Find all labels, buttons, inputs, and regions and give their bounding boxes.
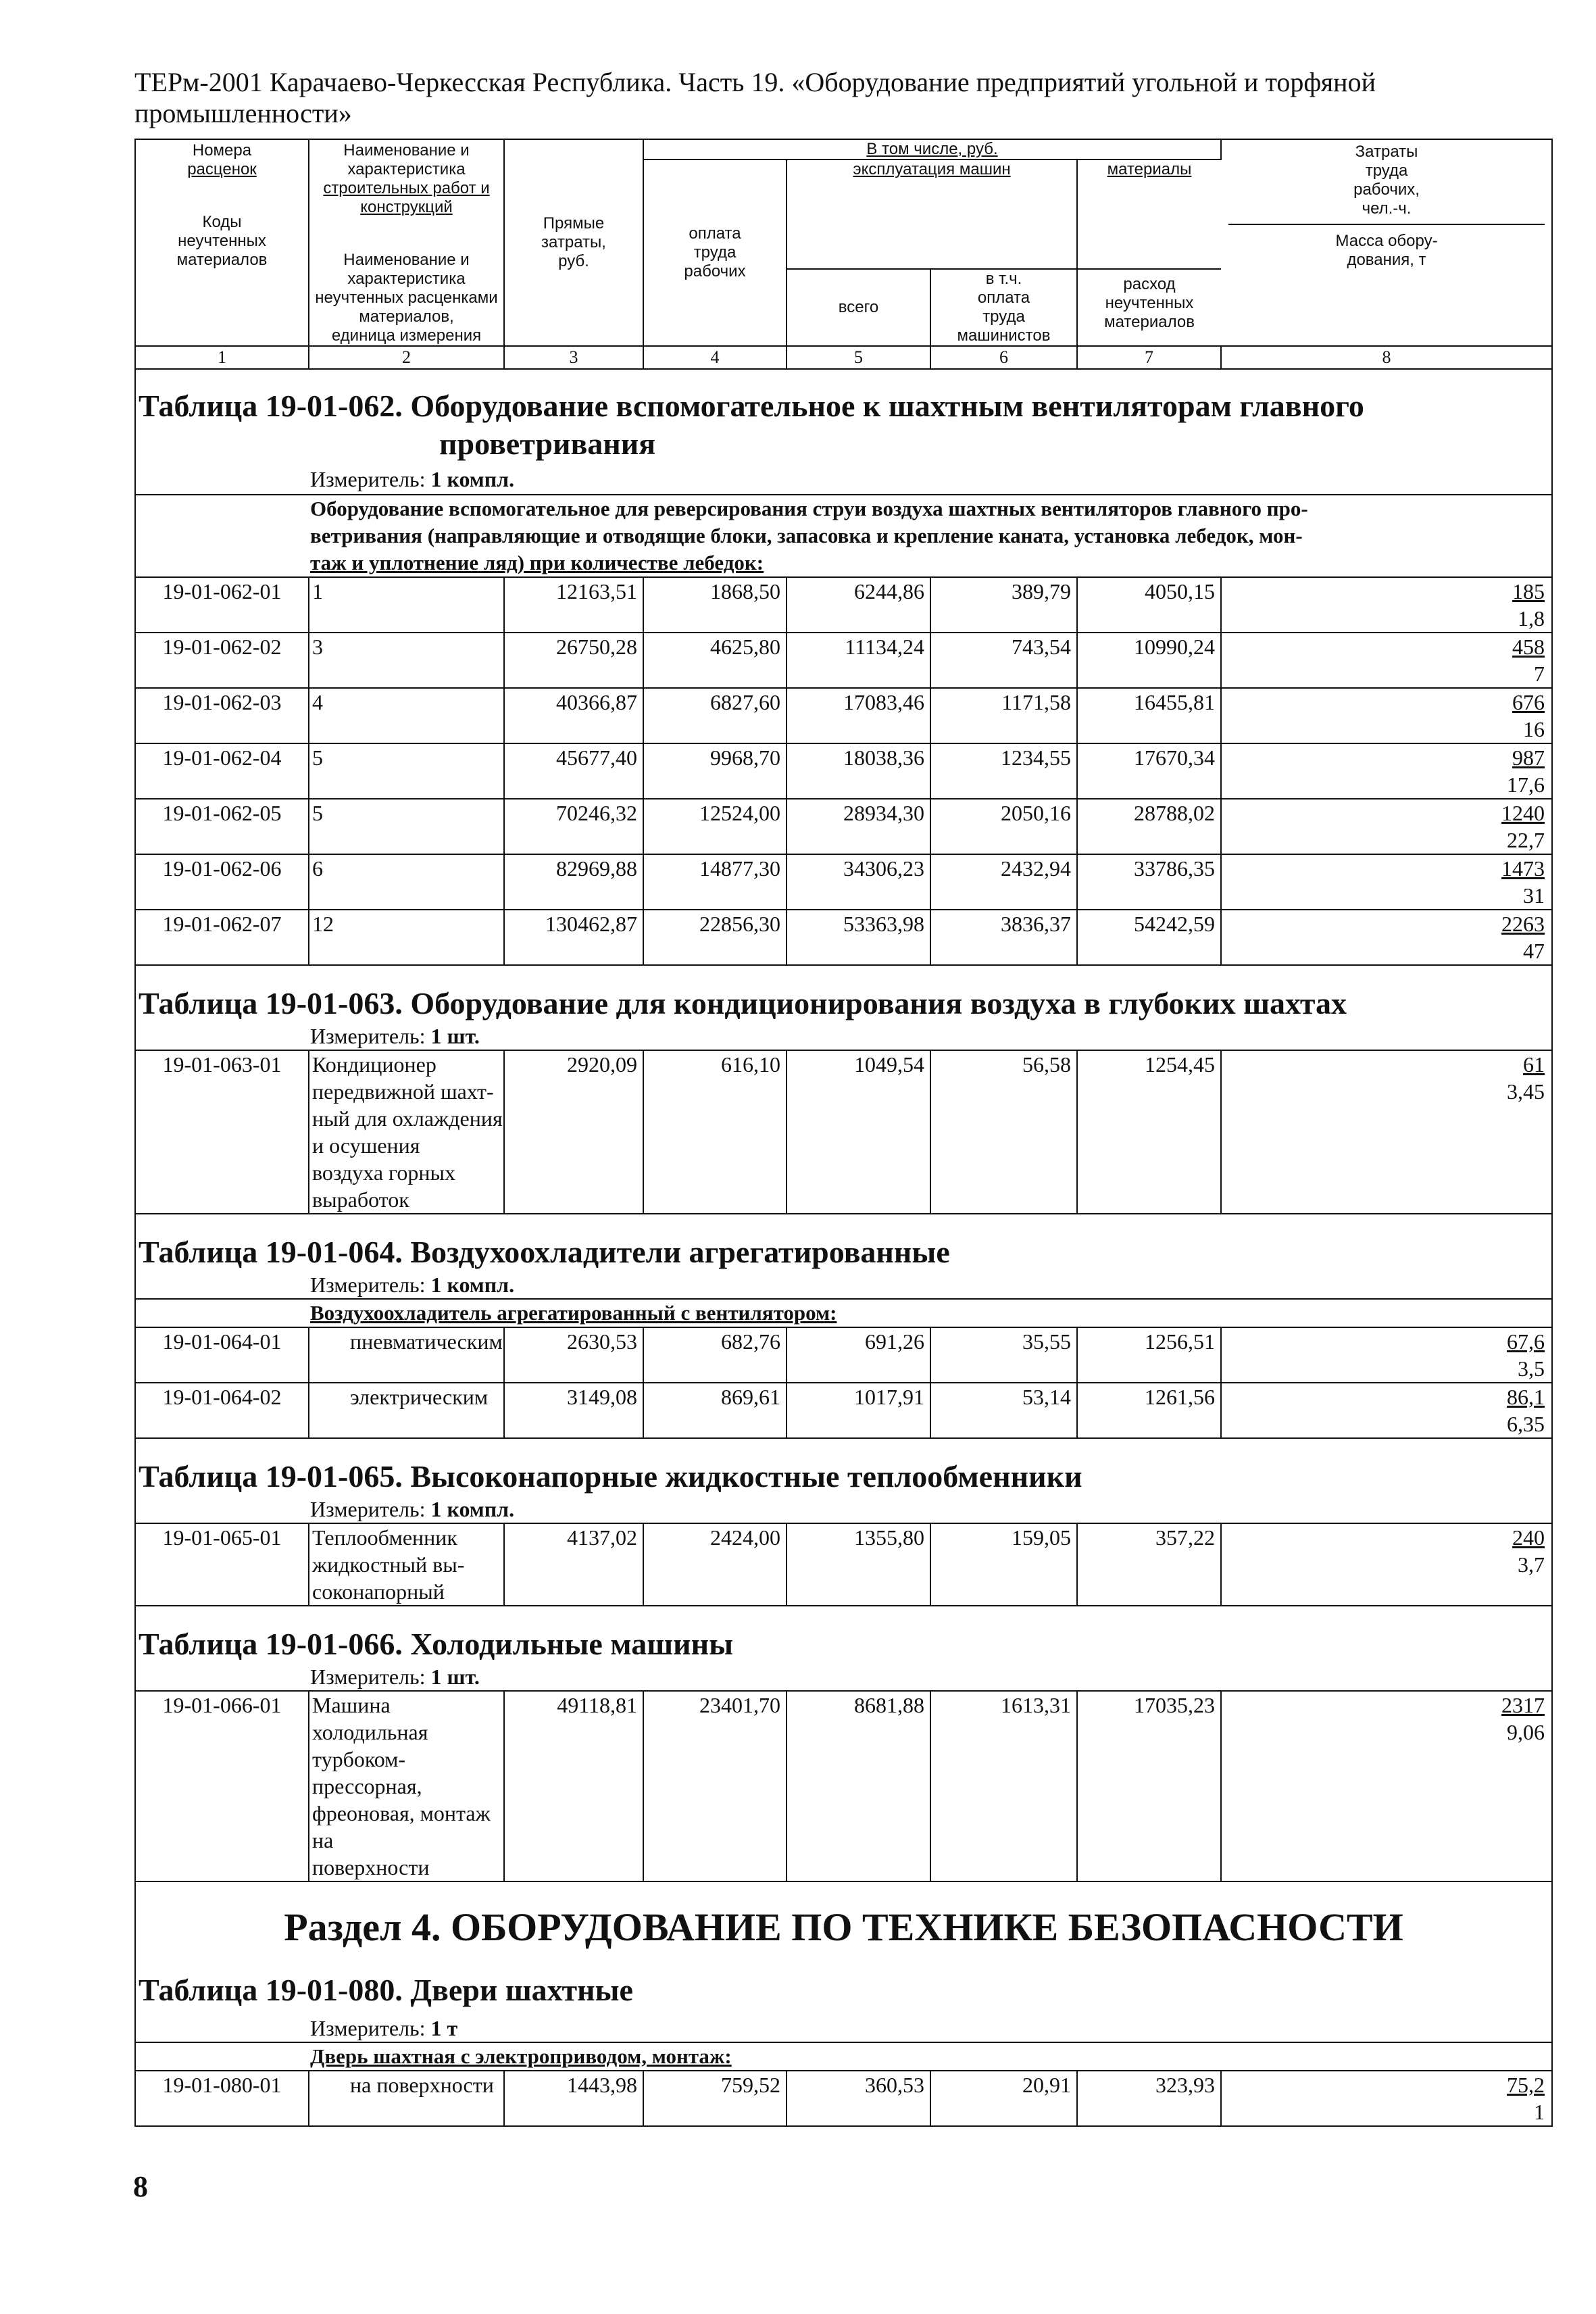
- materials-use: 17670,34: [1077, 743, 1221, 799]
- labor-and-mass: [1221, 743, 1551, 799]
- direct-costs: 2630,53: [504, 1327, 643, 1383]
- meter-value: 1 компл.: [430, 467, 515, 491]
- equipment-mass: 9,06: [1507, 1720, 1545, 1744]
- table-080-group-row: [136, 2042, 1551, 2071]
- rate-name-line-3: поверхности: [312, 1855, 430, 1879]
- table-066-title: Таблица 19-01-066. Холодильные машины: [139, 1627, 734, 1661]
- page-title: [134, 66, 1486, 130]
- labor-hours: 240: [1512, 1525, 1545, 1550]
- materials-use: 4050,15: [1077, 577, 1221, 633]
- machines-total: 17083,46: [787, 688, 930, 743]
- meter-value: 1 компл.: [430, 1273, 515, 1297]
- table-063-meter: [136, 1023, 1551, 1050]
- machinist-pay: 2050,16: [930, 799, 1077, 854]
- meter-label: Измеритель:: [310, 1273, 426, 1297]
- meter-value: 1 компл.: [430, 1497, 515, 1521]
- header-codes-3: материалов: [176, 251, 268, 269]
- worker-pay: 14877,30: [643, 854, 787, 910]
- table-row: [136, 1050, 1551, 1214]
- table-062-title-line-2: проветривания: [439, 426, 656, 461]
- machinist-pay: 743,54: [930, 633, 1077, 688]
- rate-code: 19-01-062-02: [136, 633, 309, 688]
- materials-use: 10990,24: [1077, 633, 1221, 688]
- materials-use: 323,93: [1077, 2071, 1221, 2125]
- table-065-meter: [136, 1496, 1551, 1523]
- rate-name-line-2: ный для охлаждения и осушения: [312, 1106, 503, 1158]
- rate-code: 19-01-064-02: [136, 1383, 309, 1438]
- header-materials-name-3: единица измерения: [331, 326, 482, 345]
- column-number-8: 8: [1221, 346, 1551, 369]
- machinist-pay: 35,55: [930, 1327, 1077, 1383]
- header-labor-costs-4: чел.-ч.: [1362, 199, 1412, 218]
- rates-table: [134, 139, 1553, 2127]
- machinist-pay: 1171,58: [930, 688, 1077, 743]
- direct-costs: 45677,40: [504, 743, 643, 799]
- direct-costs: 70246,32: [504, 799, 643, 854]
- machinist-pay: 20,91: [930, 2071, 1077, 2125]
- table-062-title: [136, 385, 1551, 463]
- page-title-line-2: промышленности»: [134, 98, 352, 128]
- direct-costs: 2920,09: [504, 1050, 643, 1214]
- table-row: [136, 577, 1551, 633]
- machinist-pay: 2432,94: [930, 854, 1077, 910]
- header-materials-use-2: неучтенных: [1105, 294, 1194, 312]
- machines-total: 1017,91: [787, 1383, 930, 1438]
- materials-use: 28788,02: [1077, 799, 1221, 854]
- worker-pay: 23401,70: [643, 1691, 787, 1881]
- column-number-7: 7: [1077, 346, 1221, 369]
- table-header: [136, 140, 1551, 159]
- direct-costs: 49118,81: [504, 1691, 643, 1881]
- table-080-group: [136, 2042, 1551, 2071]
- column-numbers: [136, 346, 1551, 369]
- table-062-rows: [136, 577, 1551, 965]
- spacer: [136, 369, 1551, 385]
- labor-and-mass: [1221, 1383, 1551, 1438]
- labor-hours: 2317: [1501, 1693, 1545, 1717]
- column-number-5: 5: [787, 346, 930, 369]
- rate-name: 12: [309, 910, 504, 965]
- meter-value: 1 шт.: [430, 1665, 480, 1689]
- table-062-group-row: [136, 495, 1551, 577]
- table-066-meter: [136, 1663, 1551, 1691]
- labor-hours: 458: [1512, 635, 1545, 659]
- worker-pay: 4625,80: [643, 633, 787, 688]
- labor-hours: 75,2: [1507, 2073, 1545, 2097]
- header-worker-pay: оплата: [689, 224, 741, 243]
- equipment-mass: 3,45: [1507, 1079, 1545, 1104]
- header-worker-pay-2: труда: [693, 243, 737, 262]
- header-including: В том числе, руб.: [643, 140, 1221, 159]
- header-equipment-mass: Масса обору-: [1335, 232, 1438, 250]
- rate-code: 19-01-065-01: [136, 1523, 309, 1606]
- equipment-mass: 3,5: [1518, 1356, 1545, 1381]
- rate-name: [309, 1050, 504, 1214]
- header-machines: эксплуатация машин: [787, 159, 1077, 269]
- table-062-title-line-1: Таблица 19-01-062. Оборудование вспомогательное к шахтным вентиляторам главного: [139, 389, 1364, 423]
- machines-total: 691,26: [787, 1327, 930, 1383]
- rate-name-line-1: Машина холодильная турбоком-: [312, 1693, 428, 1771]
- meter-label: Измеритель:: [310, 467, 426, 491]
- header-materials: материалы: [1077, 159, 1221, 269]
- rate-name: [309, 1523, 504, 1606]
- materials-use: 54242,59: [1077, 910, 1221, 965]
- section-4-row: [136, 1881, 1551, 1969]
- table-row: [136, 910, 1551, 965]
- header-labor-costs: Затраты: [1355, 143, 1418, 161]
- header-worker-pay-3: рабочих: [684, 262, 746, 280]
- header-equipment-mass-2: дования, т: [1347, 251, 1426, 269]
- worker-pay: 682,76: [643, 1327, 787, 1383]
- labor-and-mass: [1221, 2071, 1551, 2125]
- equipment-mass: 16: [1523, 717, 1545, 741]
- labor-and-mass: [1221, 799, 1551, 854]
- machines-total: 8681,88: [787, 1691, 930, 1881]
- rate-code: 19-01-080-01: [136, 2071, 309, 2125]
- header-codes-2: неучтенных: [178, 232, 266, 250]
- rates-grid: [136, 140, 1551, 2125]
- table-row: [136, 688, 1551, 743]
- column-number-2: 2: [309, 346, 504, 369]
- worker-pay: 1868,50: [643, 577, 787, 633]
- worker-pay: 12524,00: [643, 799, 787, 854]
- group-line-1: Воздухоохладитель агрегатированный с вентилятором:: [310, 1301, 837, 1325]
- machines-total: 53363,98: [787, 910, 930, 965]
- meter-value: 1 шт.: [430, 1024, 480, 1048]
- labor-and-mass: [1221, 1050, 1551, 1214]
- header-labor-costs-3: рабочих,: [1353, 180, 1420, 199]
- header-labor-costs-2: труда: [1365, 162, 1408, 180]
- materials-use: 357,22: [1077, 1523, 1221, 1606]
- equipment-mass: 1: [1534, 2100, 1545, 2124]
- spacer: [136, 1606, 1551, 1623]
- table-064-group-row: [136, 1299, 1551, 1327]
- header-materials-name-2: неучтенных расценками материалов,: [315, 289, 498, 326]
- materials-use: 1261,56: [1077, 1383, 1221, 1438]
- direct-costs: 82969,88: [504, 854, 643, 910]
- group-line-3: таж и уплотнение ляд) при количестве лебедок:: [310, 551, 764, 574]
- rate-name-line-2: прессорная, фреоновая, монтаж на: [312, 1774, 491, 1852]
- labor-and-mass: [1221, 854, 1551, 910]
- header-machinist-pay-3: труда: [982, 307, 1025, 326]
- direct-costs: 40366,87: [504, 688, 643, 743]
- spacer: [136, 965, 1551, 982]
- labor-hours: 61: [1523, 1052, 1545, 1077]
- table-row: [136, 1327, 1551, 1383]
- labor-and-mass: [1221, 910, 1551, 965]
- column-number-6: 6: [930, 346, 1077, 369]
- meter-value: 1 т: [430, 2016, 458, 2040]
- labor-hours: 2263: [1501, 912, 1545, 936]
- header-direct-costs: Прямые: [543, 214, 605, 232]
- rate-name: 5: [309, 799, 504, 854]
- machinist-pay: 56,58: [930, 1050, 1077, 1214]
- rate-name-line-1: Теплообменник жидкостный вы-: [312, 1525, 465, 1577]
- rate-code: 19-01-062-06: [136, 854, 309, 910]
- materials-use: 16455,81: [1077, 688, 1221, 743]
- worker-pay: 22856,30: [643, 910, 787, 965]
- header-rate-number: Номера: [192, 141, 252, 159]
- labor-and-mass: [1221, 577, 1551, 633]
- table-row: [136, 1523, 1551, 1606]
- rate-name: 1: [309, 577, 504, 633]
- header-machinist-pay: в т.ч.: [985, 270, 1022, 288]
- table-065-title-row: [136, 1455, 1551, 1496]
- table-080-meter: [136, 2009, 1551, 2042]
- rate-code: 19-01-062-07: [136, 910, 309, 965]
- worker-pay: 6827,60: [643, 688, 787, 743]
- header-materials-use-3: материалов: [1104, 313, 1195, 331]
- materials-use: 17035,23: [1077, 1691, 1221, 1881]
- column-number-4: 4: [643, 346, 787, 369]
- rate-name-line-2: соконапорный: [312, 1579, 445, 1604]
- labor-hours: 1240: [1501, 801, 1545, 825]
- direct-costs: 130462,87: [504, 910, 643, 965]
- rate-name-line-3: воздуха горных выработок: [312, 1160, 455, 1212]
- group-line-1: Оборудование вспомогательное для реверсирования струи воздуха шахтных вентиляторов главного про-: [310, 497, 1308, 520]
- spacer: [136, 1438, 1551, 1455]
- table-065-title: Таблица 19-01-065. Высоконапорные жидкостные теплообменники: [139, 1459, 1082, 1494]
- direct-costs: 3149,08: [504, 1383, 643, 1438]
- direct-costs: 1443,98: [504, 2071, 643, 2125]
- machinist-pay: 1613,31: [930, 1691, 1077, 1881]
- worker-pay: 759,52: [643, 2071, 787, 2125]
- machines-total: 6244,86: [787, 577, 930, 633]
- machines-total: 18038,36: [787, 743, 930, 799]
- equipment-mass: 6,35: [1507, 1412, 1545, 1436]
- rate-code: 19-01-062-03: [136, 688, 309, 743]
- table-row: [136, 854, 1551, 910]
- labor-hours: 86,1: [1507, 1385, 1545, 1409]
- rate-code: 19-01-066-01: [136, 1691, 309, 1881]
- machines-total: 1355,80: [787, 1523, 930, 1606]
- table-063-title: Таблица 19-01-063. Оборудование для кондиционирования воздуха в глубоких шахтах: [139, 986, 1347, 1020]
- direct-costs: 12163,51: [504, 577, 643, 633]
- rate-name: электрическим: [309, 1383, 504, 1438]
- equipment-mass: 47: [1523, 939, 1545, 963]
- header-machines-total: всего: [787, 269, 930, 346]
- table-064-rows: [136, 1327, 1551, 1438]
- table-065-meter-row: [136, 1496, 1551, 1523]
- table-row: [136, 633, 1551, 688]
- equipment-mass: 3,7: [1518, 1552, 1545, 1577]
- table-066-meter-row: [136, 1663, 1551, 1691]
- equipment-mass: 31: [1523, 883, 1545, 908]
- header-codes: Коды: [202, 213, 242, 231]
- meter-label: Измеритель:: [310, 2016, 426, 2040]
- materials-use: 1256,51: [1077, 1327, 1221, 1383]
- labor-hours: 676: [1512, 690, 1545, 714]
- machines-total: 28934,30: [787, 799, 930, 854]
- table-064-title: Таблица 19-01-064. Воздухоохладители агрегатированные: [139, 1235, 950, 1269]
- table-063-title-row: [136, 982, 1551, 1023]
- equipment-mass: 1,8: [1518, 606, 1545, 631]
- header-machinist-pay-2: оплата: [977, 289, 1030, 307]
- labor-hours: 1473: [1501, 856, 1545, 881]
- rate-name: пневматическим: [309, 1327, 504, 1383]
- table-064-meter: [136, 1271, 1551, 1299]
- table-row: [136, 1691, 1551, 1881]
- machines-total: 360,53: [787, 2071, 930, 2125]
- rate-name: 6: [309, 854, 504, 910]
- labor-and-mass: [1221, 633, 1551, 688]
- table-row: [136, 799, 1551, 854]
- header-direct-costs-3: руб.: [558, 252, 589, 270]
- worker-pay: 869,61: [643, 1383, 787, 1438]
- labor-and-mass: [1221, 1327, 1551, 1383]
- machinist-pay: 389,79: [930, 577, 1077, 633]
- rate-name: [309, 1691, 504, 1881]
- page-number: 8: [133, 2170, 148, 2203]
- machinist-pay: 1234,55: [930, 743, 1077, 799]
- materials-use: 1254,45: [1077, 1050, 1221, 1214]
- table-row: [136, 2071, 1551, 2125]
- machinist-pay: 53,14: [930, 1383, 1077, 1438]
- group-line-1: Дверь шахтная с электроприводом, монтаж:: [310, 2044, 732, 2068]
- labor-and-mass: [1221, 688, 1551, 743]
- header-materials-name: Наименование и характеристика: [343, 251, 470, 288]
- machines-total: 34306,23: [787, 854, 930, 910]
- worker-pay: 616,10: [643, 1050, 787, 1214]
- labor-hours: 987: [1512, 745, 1545, 770]
- table-row: [136, 1383, 1551, 1438]
- page-title-line-1: ТЕРм-2001 Карачаево-Черкесская Республика. Часть 19. «Оборудование предприятий угольной и торфяной: [134, 67, 1376, 97]
- rate-name-line-1: Кондиционер передвижной шахт-: [312, 1052, 494, 1104]
- machinist-pay: 159,05: [930, 1523, 1077, 1606]
- table-062-meter: [136, 463, 1551, 495]
- worker-pay: 9968,70: [643, 743, 787, 799]
- rate-name: 3: [309, 633, 504, 688]
- labor-and-mass: [1221, 1691, 1551, 1881]
- table-080-title: Таблица 19-01-080. Двери шахтные: [139, 1973, 633, 2007]
- header-name-2: строительных работ и конструкций: [323, 179, 490, 216]
- materials-use: 33786,35: [1077, 854, 1221, 910]
- rate-name: 5: [309, 743, 504, 799]
- equipment-mass: 17,6: [1507, 772, 1545, 797]
- rate-name: 4: [309, 688, 504, 743]
- direct-costs: 4137,02: [504, 1523, 643, 1606]
- rate-code: 19-01-062-05: [136, 799, 309, 854]
- machines-total: 11134,24: [787, 633, 930, 688]
- header-materials-use: расход: [1123, 275, 1176, 293]
- machinist-pay: 3836,37: [930, 910, 1077, 965]
- meter-label: Измеритель:: [310, 1497, 426, 1521]
- header-machinist-pay-4: машинистов: [957, 326, 1051, 345]
- group-line-2: ветривания (направляющие и отводящие блоки, запасовка и крепление каната, установка лебедок, мон-: [310, 524, 1303, 547]
- table-080-meter-row: [136, 2009, 1551, 2042]
- worker-pay: 2424,00: [643, 1523, 787, 1606]
- rate-code: 19-01-063-01: [136, 1050, 309, 1214]
- table-064-group: [136, 1299, 1551, 1327]
- header-rate-number-2: расценок: [187, 160, 257, 178]
- equipment-mass: 7: [1534, 662, 1545, 686]
- table-063-meter-row: [136, 1023, 1551, 1050]
- rate-name: на поверхности: [309, 2071, 504, 2125]
- meter-label: Измеритель:: [310, 1665, 426, 1689]
- table-062-meter-row: [136, 463, 1551, 495]
- table-062-group: [136, 495, 1551, 577]
- table-064-title-row: [136, 1231, 1551, 1271]
- rate-code: 19-01-064-01: [136, 1327, 309, 1383]
- spacer: [136, 1214, 1551, 1231]
- labor-and-mass: [1221, 1523, 1551, 1606]
- section-4-title: Раздел 4. ОБОРУДОВАНИЕ ПО ТЕХНИКЕ БЕЗОПАСНОСТИ: [136, 1881, 1551, 1969]
- labor-hours: 67,6: [1507, 1329, 1545, 1354]
- table-064-meter-row: [136, 1271, 1551, 1299]
- header-name: Наименование и характеристика: [343, 141, 470, 178]
- table-080-title-row: [136, 1969, 1551, 2009]
- table-row: [136, 743, 1551, 799]
- rate-code: 19-01-062-01: [136, 577, 309, 633]
- meter-label: Измеритель:: [310, 1024, 426, 1048]
- equipment-mass: 22,7: [1507, 828, 1545, 852]
- rate-code: 19-01-062-04: [136, 743, 309, 799]
- table-066-title-row: [136, 1623, 1551, 1663]
- machines-total: 1049,54: [787, 1050, 930, 1214]
- labor-hours: 185: [1512, 579, 1545, 604]
- direct-costs: 26750,28: [504, 633, 643, 688]
- column-number-3: 3: [504, 346, 643, 369]
- table-062-title-row: [136, 385, 1551, 463]
- header-direct-costs-2: затраты,: [541, 233, 606, 251]
- column-number-1: 1: [136, 346, 309, 369]
